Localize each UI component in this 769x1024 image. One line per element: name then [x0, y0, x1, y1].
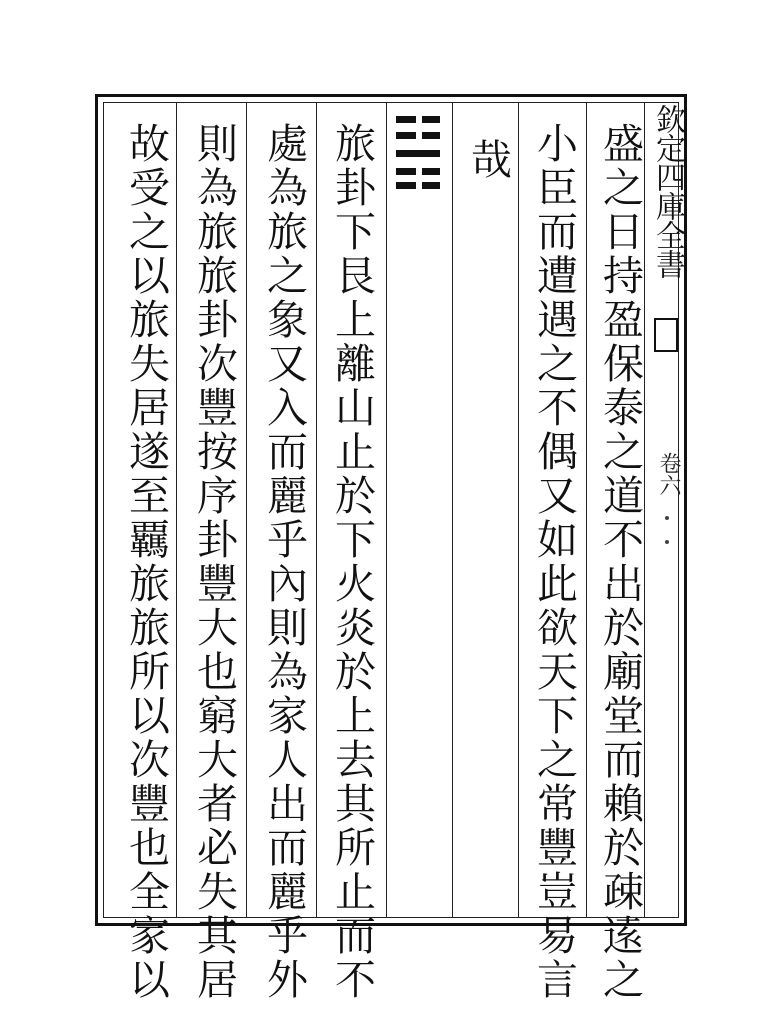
- margin-volume: 卷六: [656, 452, 681, 496]
- column-rule: [386, 103, 387, 917]
- fish-tail-ornament: [392, 112, 446, 194]
- text-column-2: 小臣而遭遇之不偶又如此欲天下之常豐豈易言: [530, 122, 578, 1002]
- margin-dot: [665, 540, 669, 544]
- column-rule: [586, 103, 587, 917]
- margin-book-title: 欽定四庫全書: [650, 104, 685, 278]
- text-column-7: 故受之以旅失居遂至覊旅旅所以次豐也全家以: [122, 122, 170, 1002]
- text-column-6: 則為旅旅卦次豐按序卦豐大也窮大者必失其居: [190, 122, 238, 1002]
- seal-mark: [654, 318, 678, 352]
- text-column-4: 旅卦下艮上離山止於下火炎於上去其所止而不: [328, 122, 376, 1002]
- text-column-3: 哉: [464, 138, 512, 183]
- text-column-5: 處為旅之象又入而麗乎內則為家人出而麗乎外: [260, 122, 308, 1002]
- column-rule: [316, 103, 317, 917]
- column-rule: [518, 103, 519, 917]
- text-column-1: 盛之日持盈保泰之道不出於廟堂而賴於疎逺之: [596, 122, 644, 1002]
- column-rule: [246, 103, 247, 917]
- column-rule: [452, 103, 453, 917]
- column-rule: [176, 103, 177, 917]
- margin-dot: [665, 516, 669, 520]
